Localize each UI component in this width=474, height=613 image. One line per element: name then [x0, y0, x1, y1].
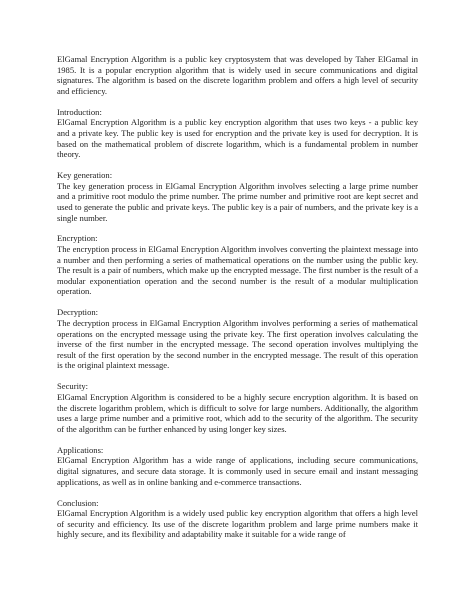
section-decryption — [57, 307, 418, 371]
section-body: ElGamal Encryption Algorithm is a public key encryption algorithm that uses two keys - a public key and a private key. The public key is used for encryption and the private key is used for decryption. It is based on the mathematical problem of discrete logarithm, which is a fundamental problem in number theory. — [57, 117, 418, 160]
section-heading: Decryption: — [57, 307, 99, 318]
section-heading: Security: — [57, 381, 89, 392]
section-introduction — [57, 107, 418, 160]
section-heading: Applications: — [57, 444, 104, 455]
section-body: ElGamal Encryption Algorithm has a wide range of applications, including secure communications, digital signatures, and secure data storage. It is commonly used in secure email and instant messaging applications, as well as in online banking and e-commerce transactions. — [57, 455, 418, 487]
section-body: The key generation process in ElGamal Encryption Algorithm involves selecting a large prime number and a primitive root modulo the prime number. The prime number and primitive root are kept secret and used to generate the public and private keys. The public key is a pair of numbers, and the private key is a single number. — [57, 180, 418, 223]
section-body: The decryption process in ElGamal Encryption Algorithm involves performing a series of mathematical operations on the encrypted message using the private key. The first operation involves calculating the inverse of the first number in the encrypted message. The second operation involves multiplying the result of the first operation by the second number in the encrypted message. The result of this operation is the original plaintext message. — [57, 318, 418, 371]
section-body: ElGamal Encryption Algorithm is a widely used public key encryption algorithm that offers a high level of security and efficiency. Its use of the discrete logarithm problem and large prime numbers make it highly secure, and its flexibility and adaptability make it suitable for a wide range of — [57, 508, 418, 540]
section-heading: Conclusion: — [57, 497, 99, 508]
section-heading: Introduction: — [57, 106, 102, 117]
section-conclusion — [57, 498, 418, 540]
section-applications — [57, 445, 418, 487]
section-body: ElGamal Encryption Algorithm is considered to be a highly secure encryption algorithm. It is based on the discrete logarithm problem, which is difficult to solve for large numbers. Additionally, the algorithm uses a large prime number and a primitive root, which add to the security of the algorithm. The security of the algorithm can be further enhanced by using longer key sizes. — [57, 391, 418, 434]
section-security — [57, 381, 418, 434]
section-encryption — [57, 233, 418, 297]
section-key-generation — [57, 170, 418, 223]
section-body: The encryption process in ElGamal Encryption Algorithm involves converting the plaintext message into a number and then performing a series of mathematical operations on the number using the public key. The result is a pair of numbers, which make up the encrypted message. The first number is the result of a modular exponentiation operation and the second number is the result of a modular multiplication operation. — [57, 244, 418, 297]
section-heading: Key generation: — [57, 170, 113, 181]
intro-paragraph: ElGamal Encryption Algorithm is a public key cryptosystem that was developed by Taher ElGamal in 1985. It is a popular encryption algorithm that is widely used in secure communications and digital signatures. The algorithm is based on the discrete logarithm problem and offers a high level of security and efficiency. — [57, 54, 418, 96]
document-page — [57, 54, 418, 550]
section-heading: Encryption: — [57, 233, 98, 244]
